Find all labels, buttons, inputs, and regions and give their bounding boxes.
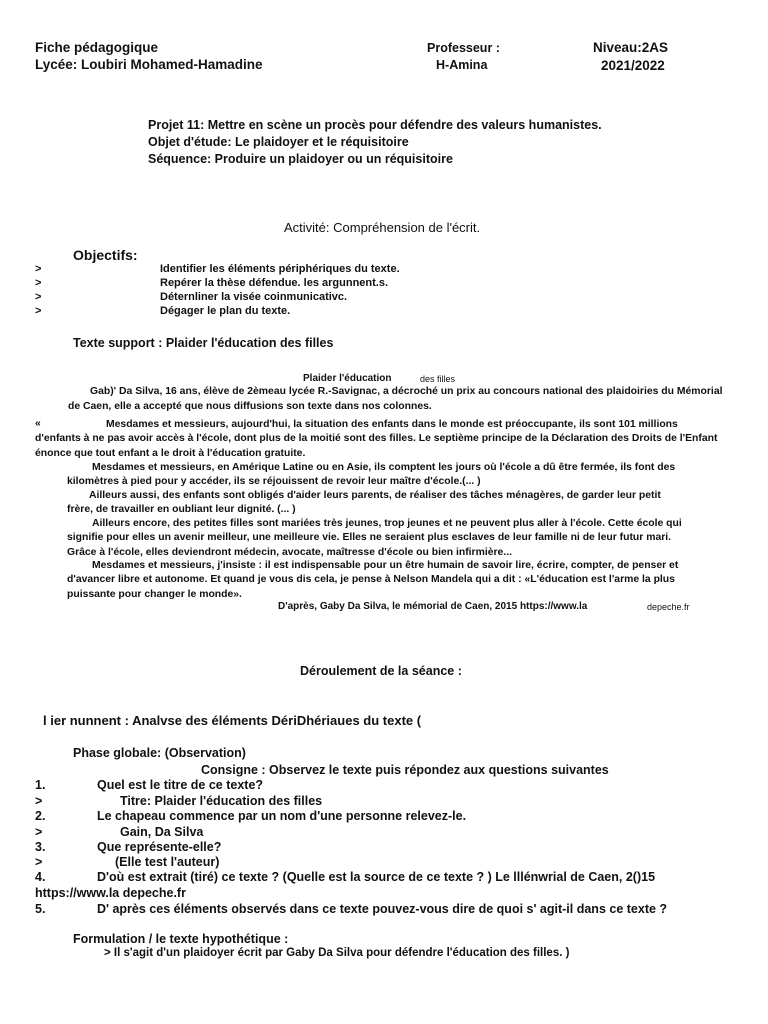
support-text-title: Texte support : Plaider l'éducation des filles xyxy=(73,336,334,350)
bullet: > xyxy=(35,263,42,275)
answer-marker: > xyxy=(35,825,43,839)
formulation-title: Formulation / le texte hypothétique : xyxy=(73,932,289,946)
article-source: D'après, Gaby Da Silva, le mémorial de Caen, 2015 https://www.la xyxy=(278,601,588,612)
question-text: Quel est le titre de ce texte? xyxy=(97,778,264,792)
bullet: > xyxy=(35,277,42,289)
professor-label: Professeur : xyxy=(427,41,500,55)
chapeau-line-2-wrap xyxy=(68,400,432,415)
answer-marker: > xyxy=(35,794,43,808)
question-continuation: https://www.la depeche.fr xyxy=(35,886,186,900)
paragraph-4-line-1: Ailleurs encore, des petites filles sont mariées très jeunes, trop jeunes et ne peuvent plus aller à l'école. Cette école qui xyxy=(92,518,682,529)
paragraph-4-rest: signifie pour elles un avenir meilleur, une meilleure vie. Elles ne seraient plus esclaves de leur famille ni de leur futur mari. Grâce à l'école, elles deviendront médecin, avocate, maîtresse d'école ou bien infirmière... xyxy=(67,532,672,558)
phase-title: Phase globale: (Observation) xyxy=(73,746,246,760)
article-source-tail: depeche.fr xyxy=(647,602,690,612)
objective-item: Déternliner la visée coinmunicativc. xyxy=(160,291,348,303)
answer-text: Titre: Plaider l'éducation des filles xyxy=(120,794,323,808)
lycee-name: Lycée: Loubiri Mohamed-Hamadine xyxy=(35,57,263,72)
paragraph-1-line-1: Mesdames et messieurs, aujourd'hui, la situation des enfants dans le monde est préoccupante, ils sont 101 millions xyxy=(106,419,678,430)
question-number: 3. xyxy=(35,840,46,854)
fiche-title: Fiche pédagogique xyxy=(35,40,159,55)
project-line: Projet 11: Mettre en scène un procès pour défendre des valeurs humanistes. xyxy=(148,118,602,132)
question-number: 5. xyxy=(35,902,46,916)
chapeau-line: de Caen, elle a accepté que nous diffusions son texte dans nos colonnes. xyxy=(68,401,432,412)
objective-item: Repérer la thèse défendue. les argunnent.s. xyxy=(160,277,389,289)
answer-marker: > xyxy=(35,855,43,869)
activity-title: Activité: Compréhension de l'écrit. xyxy=(284,220,481,235)
session-title: Déroulement de la séance : xyxy=(300,664,462,678)
bullet: > xyxy=(35,305,42,317)
question-text: D' après ces éléments observés dans ce texte pouvez-vous dire de quoi s' agit-il dans ce texte ? xyxy=(97,902,668,916)
article-title-tail: des filles xyxy=(420,374,456,384)
article-chapeau xyxy=(90,385,723,400)
question-text: Le chapeau commence par un nom d'une personne relevez-le. xyxy=(97,809,467,823)
study-object-line: Objet d'étude: Le plaidoyer et le réquisitoire xyxy=(148,135,409,149)
paragraph-3-rest: frère, de travailler en oubliant leur dignité. (... ) xyxy=(67,504,296,515)
paragraph-5-rest: d'avancer libre et autonome. Et quand je vous dis cela, je pense à Nelson Mandela qui a dit : «L'éducation est l'arme la plus puissante pour changer le monde». xyxy=(67,574,675,600)
instruction: Consigne : Observez le texte puis répondez aux questions suivantes xyxy=(201,763,609,777)
paragraph-3-line-1: Ailleurs aussi, des enfants sont obligés d'aider leurs parents, de réaliser des tâches ménagères, de garder leur petit xyxy=(89,490,661,501)
answer-text: Gain, Da Silva xyxy=(120,825,204,839)
objectives-title: Objectifs: xyxy=(73,247,138,263)
question-text: Que représente-elle? xyxy=(97,840,222,854)
paragraph-2-line-1: Mesdames et messieurs, en Amérique Latine ou en Asie, ils comptent les jours où l'école a dû être fermée, ils font des xyxy=(92,462,676,473)
chapeau-line: Gab)' Da Silva, 16 ans, élève de 2èmeau lycée R.-Savignac, a décroché un prix au concours national des plaidoiries du Mémorial xyxy=(90,386,723,397)
question-number: 2. xyxy=(35,809,46,823)
bullet: > xyxy=(35,291,42,303)
paragraph-5-line-1: Mesdames et messieurs, j'insiste : il est indispensable pour un être humain de savoir lire, écrire, compter, de penser et xyxy=(92,560,679,571)
professor-name: H-Amina xyxy=(436,58,488,72)
first-moment-title: l ier nunnent : Analvse des éléments DériDhériaues du texte ( xyxy=(43,713,422,728)
sequence-line: Séquence: Produire un plaidoyer ou un réquisitoire xyxy=(148,152,453,166)
question-number: 1. xyxy=(35,778,46,792)
level: Niveau:2AS xyxy=(593,40,669,55)
paragraph-1-rest: d'enfants à ne pas avoir accès à l'école, dont plus de la moitié sont des filles. Le septième principe de la Déclaration des Droits de l'Enfant énonce que tout enfant a le droit à l'éducation gratuite. xyxy=(35,433,718,459)
paragraph-2-rest: kilomètres à pied pour y accéder, ils se réjouissent de revoir leur maître d'école.(... ) xyxy=(67,476,481,487)
opening-quote: « xyxy=(35,418,41,429)
answer-text: (Elle test l'auteur) xyxy=(115,855,220,869)
school-year: 2021/2022 xyxy=(601,58,665,73)
question-number: 4. xyxy=(35,870,46,884)
article-title: Plaider l'éducation xyxy=(303,373,392,384)
objective-item: Identifier les éléments périphériques du texte. xyxy=(160,263,400,275)
objective-item: Dégager le plan du texte. xyxy=(160,305,291,317)
hypothesis-text: > Il s'agit d'un plaidoyer écrit par Gaby Da Silva pour défendre l'éducation des filles. ) xyxy=(104,947,570,959)
question-text: D'où est extrait (tiré) ce texte ? (Quelle est la source de ce texte ? ) Le lllénwrial de Caen, 2()15 xyxy=(97,870,656,884)
